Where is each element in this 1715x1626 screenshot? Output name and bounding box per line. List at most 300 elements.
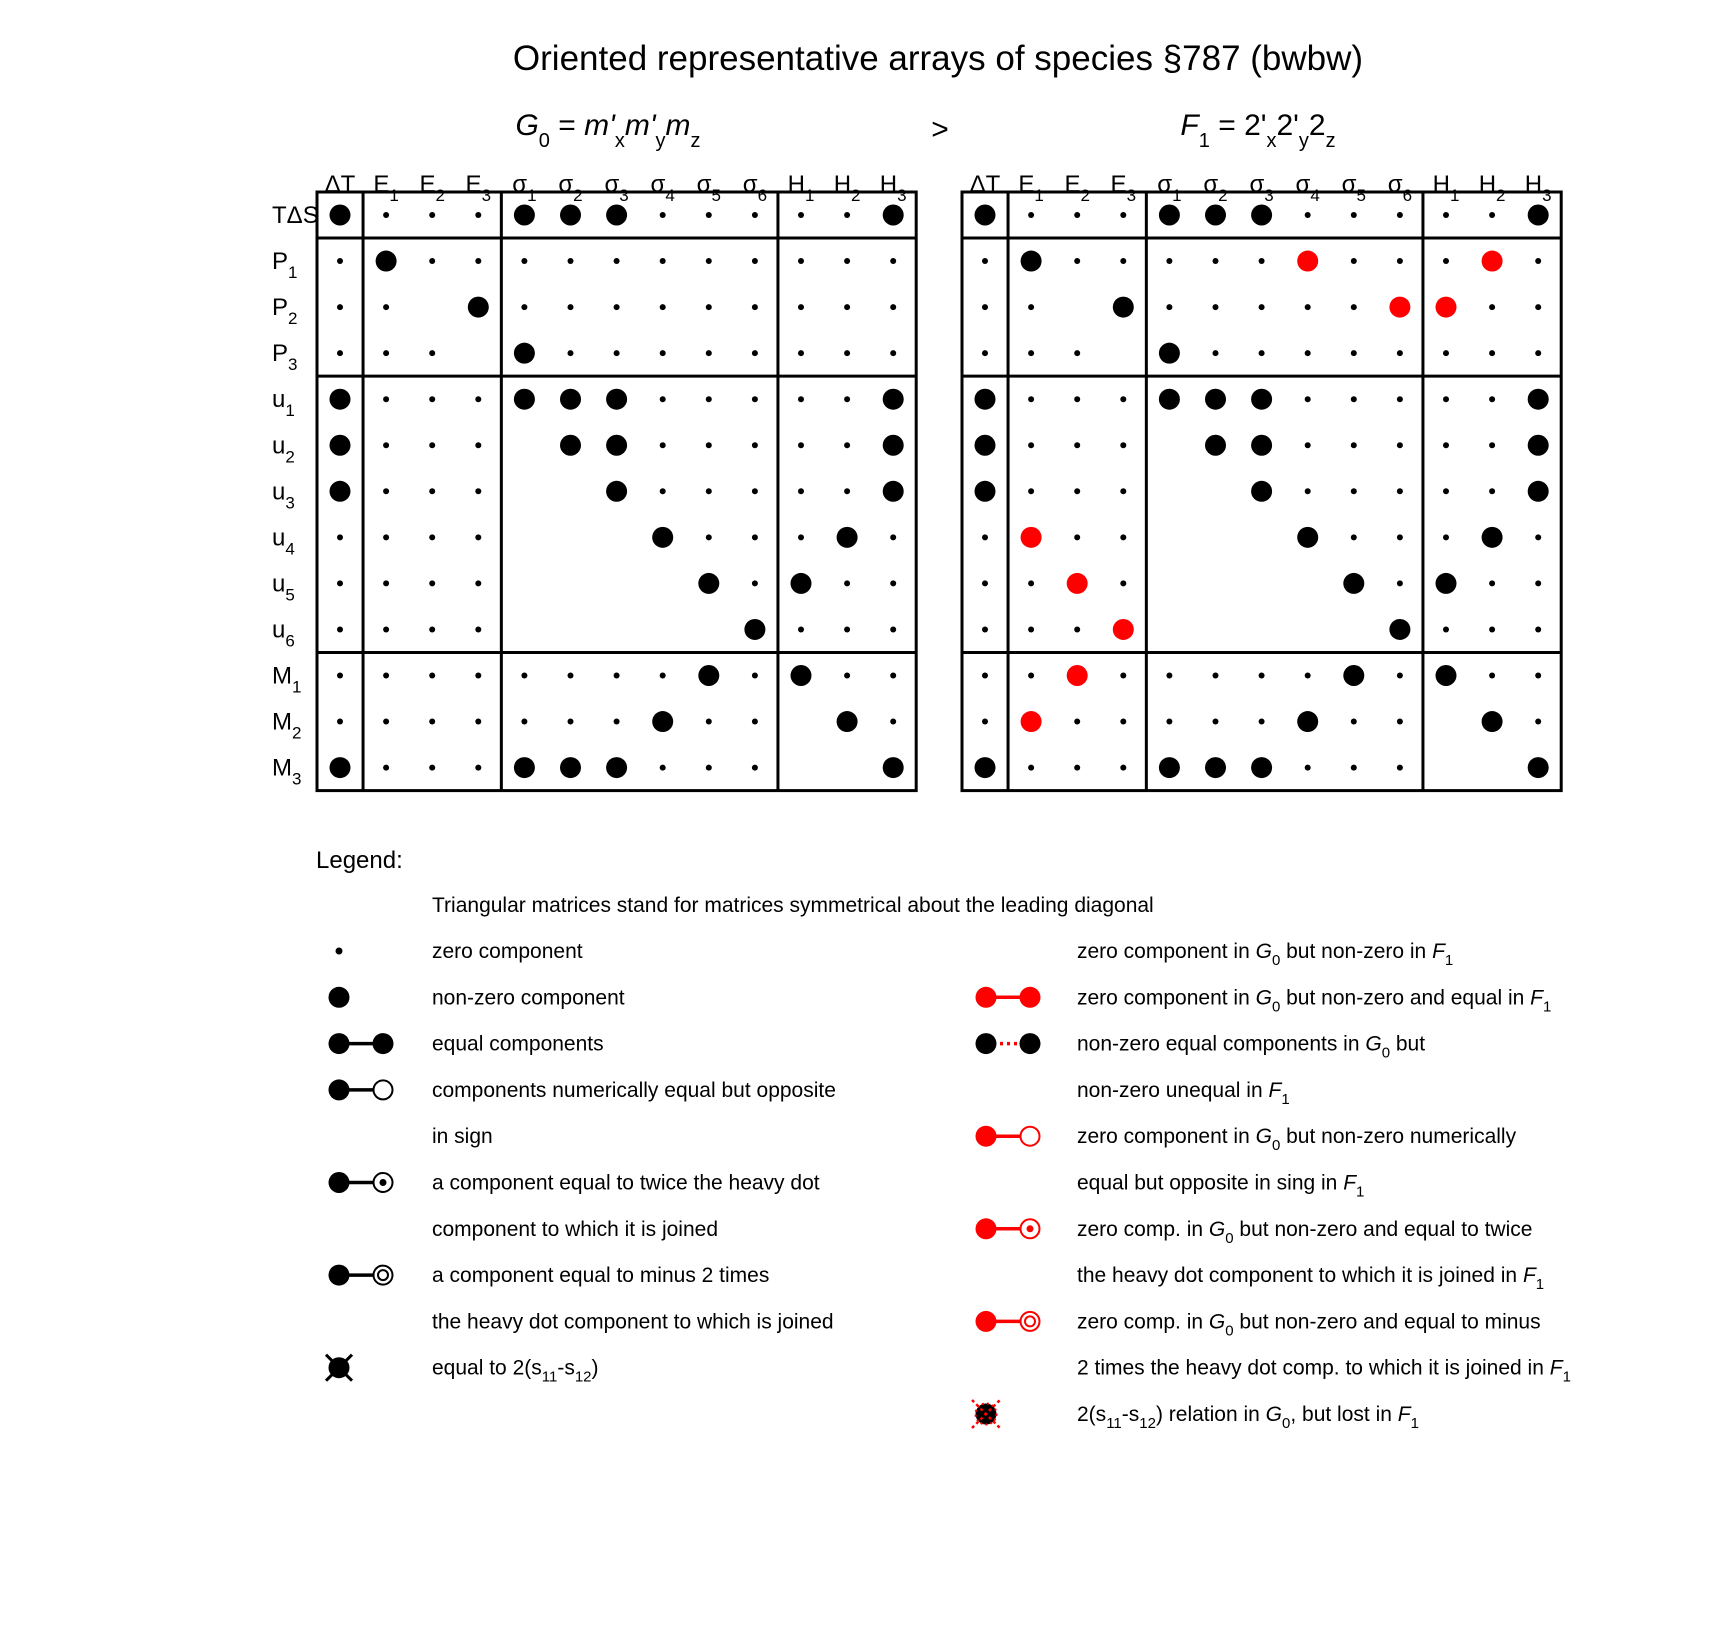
column-label-sub: 2 [1496, 186, 1506, 205]
column-label-text: ΔT [969, 171, 1001, 198]
legend-subscript: 0 [1381, 1044, 1391, 1062]
zero-component-dot [1305, 673, 1311, 679]
zero-component-dot [890, 258, 896, 264]
legend-entry-text [1077, 1125, 1517, 1154]
legend-entry-text [1077, 1033, 1425, 1062]
legend-text-segment: ) relation in [1155, 1403, 1266, 1426]
zero-component-dot [1397, 442, 1403, 448]
left_group-group-equals: = [549, 109, 585, 142]
zero-component-dot [1074, 626, 1080, 632]
nonzero-component-dot [1205, 757, 1226, 778]
zero-component-dot [1305, 350, 1311, 356]
zero-component-dot [429, 350, 435, 356]
column-label-text: E [465, 171, 482, 198]
row-label-sub: 3 [285, 493, 295, 513]
legend-text-segment: 2 times the heavy dot comp. to which it is joined in [1077, 1356, 1550, 1380]
red-cross-icon [972, 1400, 1000, 1428]
left_group-formula-axis: z [690, 130, 701, 152]
zero-component-dot [429, 212, 435, 218]
right_group-formula-axis: z [1325, 130, 1336, 152]
row-label [272, 478, 295, 512]
column-label-sub: 1 [1449, 186, 1460, 205]
zero-component-dot [1351, 258, 1357, 264]
zero-component-dot [429, 258, 435, 264]
nonzero-component-dot [606, 757, 627, 778]
column-label-text: H [1478, 171, 1497, 198]
column-label-text: E [1018, 171, 1035, 198]
nonzero-component-dot [1113, 297, 1134, 318]
zero-component-dot [1397, 580, 1403, 586]
zero-component-dot [1028, 765, 1034, 771]
column-label-sub: 1 [1172, 186, 1182, 205]
legend-subscript: 1 [1562, 1368, 1571, 1386]
nonzero-component-dot [1159, 205, 1180, 226]
zero-component-dot [844, 673, 850, 679]
nonzero-component-dot [1251, 481, 1272, 502]
zero-component-dot [1351, 350, 1357, 356]
legend-text-segment: component to which it is joined [432, 1217, 718, 1241]
zero-component-dot [890, 673, 896, 679]
red-component-dot [1389, 297, 1410, 318]
row-label-text: u [272, 432, 286, 460]
legend-entry-text [1077, 1079, 1290, 1108]
legend-text-segment: a component equal to twice the heavy dot [432, 1171, 820, 1195]
column-label-sub: 1 [804, 186, 815, 205]
zero-component-dot [890, 626, 896, 632]
legend-text-segment: non-zero component [432, 986, 625, 1010]
zero-component-dot [1120, 488, 1126, 494]
zero-component-dot [1074, 212, 1080, 218]
column-label-text: σ [696, 171, 712, 198]
dot-small-icon [336, 948, 343, 955]
column-label-sub: 5 [711, 186, 721, 205]
legend-entry-text [1077, 986, 1551, 1015]
zero-component-dot [798, 534, 804, 540]
zero-component-dot [614, 719, 620, 725]
zero-component-dot [383, 673, 389, 679]
zero-component-dot [1213, 258, 1219, 264]
zero-component-dot [752, 719, 758, 725]
column-label [1018, 171, 1043, 205]
zero-component-dot [1305, 765, 1311, 771]
zero-component-dot [1120, 673, 1126, 679]
zero-component-dot [798, 488, 804, 494]
zero-component-dot [752, 765, 758, 771]
column-label [1525, 171, 1552, 205]
row-label [272, 202, 319, 229]
legend-entry [329, 1172, 820, 1241]
red-component-dot [1436, 297, 1457, 318]
zero-component-dot [337, 534, 343, 540]
zero-component-dot [383, 488, 389, 494]
legend-text-segment: 2(s [1077, 1403, 1107, 1426]
column-label-text: σ [1387, 171, 1403, 198]
zero-component-dot [1028, 212, 1034, 218]
row-label [272, 524, 295, 558]
zero-component-dot [475, 258, 481, 264]
nonzero-component-dot [1297, 711, 1318, 732]
nonzero-component-dot [975, 481, 996, 502]
legend-text-segment: ) [591, 1356, 599, 1380]
column-label [970, 171, 1001, 198]
row-label [272, 248, 297, 282]
legend-text-segment: but [1390, 1032, 1426, 1056]
column-label-text: H [1432, 171, 1450, 198]
nonzero-component-dot [975, 205, 996, 226]
zero-component-dot [706, 396, 712, 402]
column-label [880, 171, 907, 205]
legend-entry [972, 1400, 1419, 1432]
zero-component-dot [982, 304, 988, 310]
column-label-text: ΔT [324, 171, 356, 198]
zero-component-dot [1259, 258, 1265, 264]
zero-component-dot [798, 396, 804, 402]
zero-component-dot [337, 626, 343, 632]
legend-text-segment: zero component in [1077, 1125, 1256, 1149]
zero-component-dot [568, 350, 574, 356]
zero-component-dot [1535, 304, 1541, 310]
column-label-text: H [833, 171, 852, 198]
legend-text-segment: but non-zero numerically [1280, 1125, 1517, 1149]
legend-text-segment: F [1397, 1403, 1411, 1426]
column-label-sub: 3 [897, 186, 907, 205]
zero-component-dot [1443, 212, 1449, 218]
row-label-sub: 6 [285, 631, 295, 651]
nonzero-component-dot [330, 435, 351, 456]
zero-component-dot [1028, 580, 1034, 586]
nonzero-component-dot [883, 389, 904, 410]
legend-text-segment: -s [1121, 1403, 1140, 1426]
legend-text-segment: non-zero equal components in [1077, 1032, 1366, 1056]
zero-component-dot [1259, 350, 1265, 356]
zero-component-dot [1397, 534, 1403, 540]
zero-component-dot [475, 396, 481, 402]
column-label-text: σ [558, 171, 574, 198]
column-label-text: σ [1157, 171, 1173, 198]
row-label [272, 294, 297, 328]
nonzero-component-dot [606, 435, 627, 456]
nonzero-component-dot [1528, 205, 1549, 226]
legend-subscript: 1 [1535, 1276, 1545, 1294]
legend-subscript: 0 [1271, 952, 1281, 969]
red-pair-equal-icon [976, 987, 1041, 1008]
zero-component-dot [614, 304, 620, 310]
zero-component-dot [660, 396, 666, 402]
row-label-sub: 1 [285, 401, 295, 421]
row-label-sub: 5 [285, 585, 295, 605]
zero-component-dot [1351, 488, 1357, 494]
zero-component-dot [1443, 534, 1449, 540]
zero-component-dot [1535, 534, 1541, 540]
column-label [1111, 171, 1136, 205]
zero-component-dot [1397, 765, 1403, 771]
column-label-text: E [373, 171, 390, 198]
nonzero-component-dot [883, 481, 904, 502]
zero-component-dot [1535, 580, 1541, 586]
zero-component-dot [1535, 673, 1541, 679]
legend-subscript: 0 [1271, 1137, 1281, 1155]
zero-component-dot [982, 580, 988, 586]
zero-component-dot [1166, 258, 1172, 264]
dot-big-icon [329, 987, 350, 1008]
red-component-dot [1021, 527, 1042, 548]
zero-component-dot [982, 719, 988, 725]
column-label-text: E [1110, 171, 1127, 198]
nonzero-component-dot [330, 389, 351, 410]
column-label [697, 171, 721, 205]
legend-text-segment: zero comp. in [1077, 1310, 1209, 1334]
legend-text-segment: G [1255, 1125, 1272, 1149]
zero-component-dot [568, 673, 574, 679]
zero-component-dot [383, 719, 389, 725]
legend-subscript: 12 [1139, 1415, 1156, 1432]
nonzero-component-dot [1389, 619, 1410, 640]
nonzero-component-dot [791, 573, 812, 594]
legend-entry-text [1077, 1218, 1532, 1247]
legend-text-segment: zero component in [1077, 940, 1256, 963]
legend-subscript: 1 [1542, 998, 1552, 1016]
nonzero-component-dot [1205, 389, 1226, 410]
row-label-text: u [272, 478, 286, 506]
zero-component-dot [752, 534, 758, 540]
zero-component-dot [475, 488, 481, 494]
zero-component-dot [429, 488, 435, 494]
legend-text-segment: , but lost in [1290, 1403, 1398, 1426]
column-label-text: E [1064, 171, 1081, 198]
legend-text-segment: non-zero unequal in [1077, 1078, 1269, 1102]
legend-entry [329, 1264, 834, 1333]
zero-component-dot [844, 626, 850, 632]
column-label-text: H [879, 171, 898, 198]
nonzero-component-dot [514, 389, 535, 410]
legend-subscript: 1 [1410, 1415, 1419, 1432]
zero-component-dot [1028, 626, 1034, 632]
legend-entry [976, 986, 1552, 1015]
zero-component-dot [1028, 350, 1034, 356]
zero-component-dot [337, 304, 343, 310]
column-label-text: σ [1203, 171, 1219, 198]
nonzero-component-dot [1528, 389, 1549, 410]
nonzero-component-dot [560, 757, 581, 778]
zero-component-dot [1028, 488, 1034, 494]
legend-entry-text [432, 986, 625, 1009]
zero-component-dot [844, 488, 850, 494]
zero-component-dot [1489, 212, 1495, 218]
column-label-sub: 1 [527, 186, 537, 205]
legend-text-segment: equal but opposite in sing in [1077, 1171, 1344, 1195]
zero-component-dot [383, 396, 389, 402]
zero-component-dot [429, 765, 435, 771]
row-label-text: u [272, 524, 286, 552]
nonzero-component-dot [791, 665, 812, 686]
row-label [272, 709, 301, 743]
column-label-sub: 5 [1356, 186, 1366, 205]
zero-component-dot [1305, 212, 1311, 218]
legend-text-segment: a component equal to minus 2 times [432, 1264, 770, 1288]
zero-component-dot [1397, 258, 1403, 264]
row-label-text: P [272, 294, 289, 322]
zero-component-dot [1351, 396, 1357, 402]
zero-component-dot [844, 212, 850, 218]
legend-text-segment: G [1365, 1032, 1382, 1056]
legend-subscript: 0 [1225, 1229, 1234, 1247]
zero-component-dot [337, 350, 343, 356]
zero-component-dot [614, 258, 620, 264]
nonzero-component-dot [883, 205, 904, 226]
row-label-sub: 3 [288, 355, 298, 375]
column-label-text: H [1524, 171, 1543, 198]
legend-entry-text [432, 1310, 834, 1333]
zero-component-dot [1443, 396, 1449, 402]
legend-entry-text [432, 1264, 769, 1287]
column-label [651, 171, 675, 205]
nonzero-component-dot [883, 435, 904, 456]
right_group-formula-axis: x [1266, 130, 1277, 152]
column-label-text: σ [1249, 171, 1265, 198]
zero-component-dot [1213, 673, 1219, 679]
legend-subscript: 0 [1282, 1415, 1291, 1432]
zero-component-dot [614, 673, 620, 679]
nonzero-component-dot [1343, 573, 1364, 594]
zero-component-dot [383, 304, 389, 310]
column-label-sub: 1 [1034, 186, 1044, 205]
zero-component-dot [982, 673, 988, 679]
zero-component-dot [1351, 212, 1357, 218]
zero-component-dot [429, 626, 435, 632]
zero-component-dot [752, 442, 758, 448]
legend-entry-text [1077, 1264, 1544, 1293]
zero-component-dot [1213, 350, 1219, 356]
zero-component-dot [890, 719, 896, 725]
nonzero-component-dot [1205, 205, 1226, 226]
column-label [604, 171, 628, 205]
zero-component-dot [1443, 488, 1449, 494]
zero-component-dot [521, 719, 527, 725]
row-label-sub: 2 [285, 447, 295, 467]
zero-component-dot [1351, 719, 1357, 725]
zero-component-dot [1120, 534, 1126, 540]
zero-component-dot [383, 350, 389, 356]
column-label-sub: 6 [1402, 186, 1413, 205]
nonzero-component-dot [1343, 665, 1364, 686]
zero-component-dot [614, 350, 620, 356]
zero-component-dot [429, 673, 435, 679]
nonzero-component-dot [1251, 389, 1272, 410]
right_group-group-name: F [1180, 109, 1199, 142]
column-label-text: σ [742, 171, 758, 198]
legend-subscript: 0 [1225, 1322, 1234, 1340]
row-label [272, 755, 301, 789]
zero-component-dot [752, 673, 758, 679]
right_group-group-sub: 1 [1198, 130, 1210, 152]
row-label-text: P [272, 340, 289, 368]
legend-text-segment: equal to 2(s [432, 1356, 542, 1380]
legend-entry [1077, 940, 1453, 969]
legend-text-segment: the heavy dot component to which it is joined in [1077, 1264, 1523, 1288]
zero-component-dot [798, 258, 804, 264]
nonzero-component-dot [837, 527, 858, 548]
nonzero-component-dot [1021, 251, 1042, 272]
legend-subscript: 0 [1271, 998, 1281, 1016]
zero-component-dot [1213, 304, 1219, 310]
zero-component-dot [1443, 442, 1449, 448]
nonzero-component-dot [1251, 757, 1272, 778]
zero-component-dot [521, 673, 527, 679]
zero-component-dot [1074, 534, 1080, 540]
zero-component-dot [1397, 719, 1403, 725]
zero-component-dot [568, 719, 574, 725]
zero-component-dot [706, 488, 712, 494]
zero-component-dot [1074, 442, 1080, 448]
zero-component-dot [429, 580, 435, 586]
zero-component-dot [1489, 488, 1495, 494]
zero-component-dot [1166, 719, 1172, 725]
pair-opposite-icon [329, 1079, 393, 1100]
zero-component-dot [1489, 396, 1495, 402]
legend-entry-text [432, 1218, 718, 1241]
column-label [1342, 171, 1366, 205]
zero-component-dot [475, 765, 481, 771]
row-label-text: M [272, 754, 292, 782]
red-component-dot [1482, 251, 1503, 272]
right_group-formula-symbol: 2 [1308, 109, 1326, 142]
legend-note: Triangular matrices stand for matrices symmetrical about the leading diagonal [432, 894, 1154, 917]
row-label [272, 340, 297, 374]
column-label-sub: 3 [481, 186, 492, 205]
right_group-formula-symbol: 2' [1244, 109, 1267, 142]
column-label-sub: 1 [389, 186, 399, 205]
row-label-text: M [272, 662, 292, 690]
zero-component-dot [1305, 396, 1311, 402]
nonzero-component-dot [698, 665, 719, 686]
nonzero-component-dot [330, 757, 351, 778]
zero-component-dot [1443, 350, 1449, 356]
column-label-text: σ [604, 171, 620, 198]
legend-entry-text [1077, 1357, 1571, 1386]
nonzero-component-dot [1251, 205, 1272, 226]
zero-component-dot [752, 258, 758, 264]
legend-heading: Legend: [316, 847, 403, 874]
legend-text-segment: but non-zero and equal to twice [1233, 1217, 1533, 1241]
row-label-text: u [272, 570, 286, 598]
legend-entry [976, 1033, 1426, 1108]
zero-component-dot [1397, 396, 1403, 402]
zero-component-dot [706, 765, 712, 771]
zero-component-dot [752, 580, 758, 586]
legend-text-segment: equal components [432, 1032, 604, 1056]
right_group-formula-axis: y [1298, 130, 1309, 152]
legend-entry [976, 1125, 1517, 1200]
zero-component-dot [1120, 719, 1126, 725]
column-label [1433, 171, 1460, 205]
legend-text-segment: F [1549, 1356, 1563, 1380]
row-label [272, 432, 295, 466]
zero-component-dot [568, 258, 574, 264]
legend-entry-text [1077, 1172, 1364, 1201]
left_group-group-name: G [515, 109, 539, 142]
zero-component-dot [383, 212, 389, 218]
column-label-sub: 2 [435, 186, 445, 205]
zero-component-dot [1351, 442, 1357, 448]
zero-component-dot [1535, 719, 1541, 725]
legend-text-segment: but non-zero in [1280, 940, 1433, 963]
zero-component-dot [1074, 350, 1080, 356]
row-label-text: P [272, 248, 289, 276]
zero-component-dot [844, 580, 850, 586]
legend-entry [336, 940, 583, 963]
zero-component-dot [798, 212, 804, 218]
column-label [1296, 171, 1320, 205]
